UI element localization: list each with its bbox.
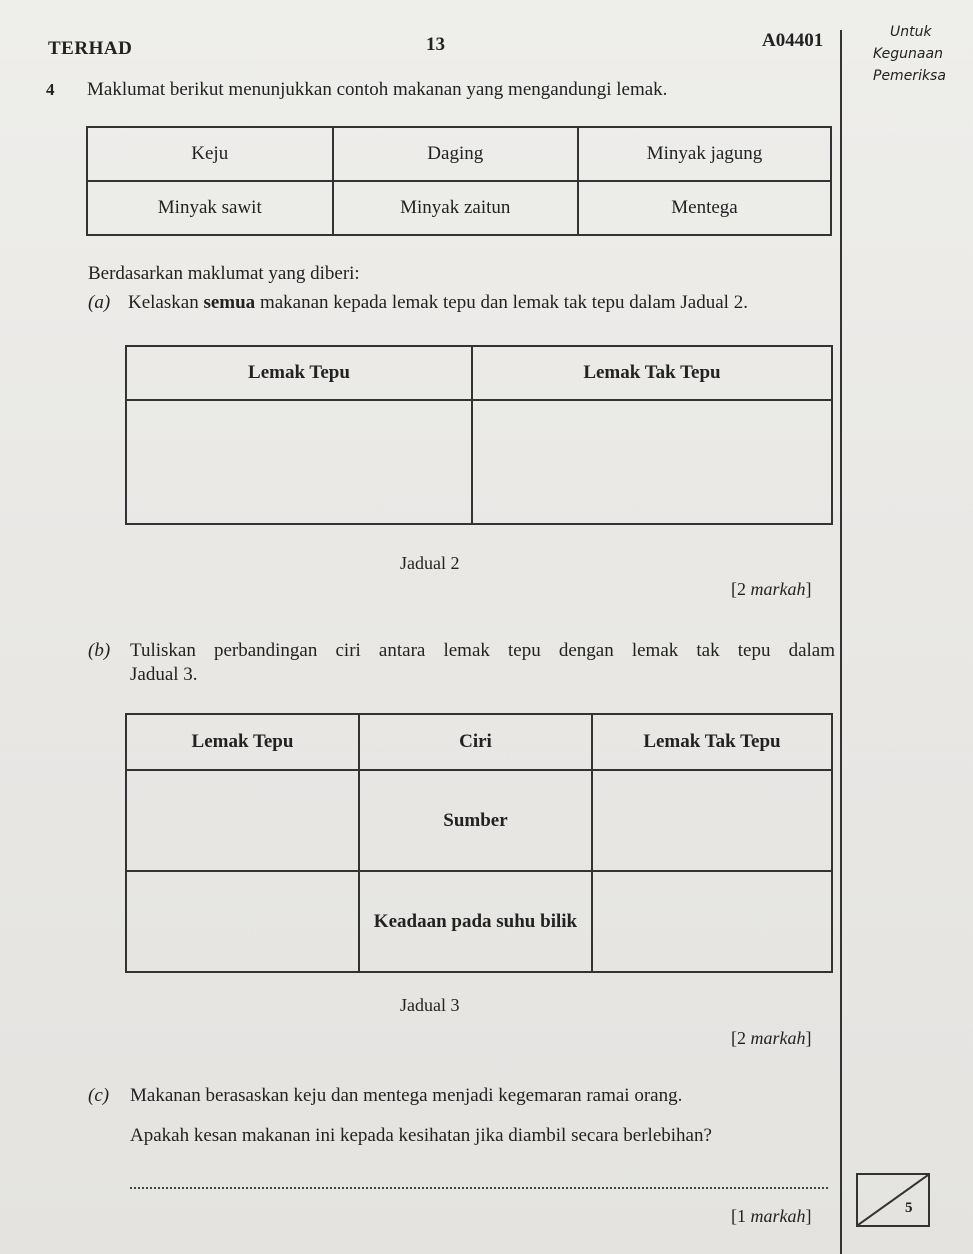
part-a-text-bold: semua [203, 292, 256, 313]
food-cell: Minyak zaitun [333, 181, 579, 235]
part-c-label: (c) [88, 1085, 110, 1106]
part-c-marks-word: markah [750, 1206, 806, 1226]
food-cell: Minyak jagung [578, 127, 831, 181]
food-cell: Mentega [578, 181, 831, 235]
part-a-marks [731, 579, 812, 600]
examiner-margin-line [840, 30, 842, 1254]
part-b-marks [731, 1028, 812, 1049]
header-unsaturated-fat: Lemak Tak Tepu [472, 346, 832, 400]
header-classification: TERHAD [48, 38, 133, 59]
answer-cell-unsaturated[interactable] [472, 400, 832, 524]
part-a-marks-word: markah [750, 579, 806, 599]
part-c-marks [731, 1206, 812, 1227]
paper-code: A04401 [762, 30, 824, 51]
examiner-label-line2: Kegunaan [873, 46, 943, 62]
table-row [126, 400, 832, 524]
table-2-caption: Jadual 2 [400, 553, 460, 573]
table-header-row [126, 714, 832, 770]
header-saturated-fat: Lemak Tepu [126, 346, 472, 400]
part-b-label: (b) [88, 640, 111, 661]
question-intro: Maklumat berikut menunjukkan contoh makanan yang mengandungi lemak. [87, 79, 668, 100]
table-row [87, 181, 831, 235]
table-row [87, 127, 831, 181]
part-a-text-after: makanan kepada lemak tepu dan lemak tak tepu dalam Jadual 2. [255, 292, 748, 313]
table-row [126, 871, 832, 972]
part-a-label: (a) [88, 292, 111, 313]
part-a-marks-close: ] [805, 579, 812, 599]
part-c-marks-close: ] [805, 1206, 812, 1226]
food-cell: Daging [333, 127, 579, 181]
examiner-label-line1: Untuk [890, 24, 932, 40]
part-a-marks-open: [2 [731, 579, 751, 599]
answer-cell-saturated[interactable] [126, 400, 472, 524]
part-b-marks-word: markah [750, 1028, 806, 1048]
answer-cell-saturated[interactable] [126, 871, 359, 972]
table-2 [125, 345, 833, 525]
answer-line[interactable] [130, 1187, 828, 1189]
answer-cell-unsaturated[interactable] [592, 871, 832, 972]
score-box-diagonal [858, 1175, 928, 1225]
based-on-text: Berdasarkan maklumat yang diberi: [88, 263, 360, 284]
examiner-label-line3: Pemeriksa [873, 68, 946, 84]
header-saturated-fat: Lemak Tepu [126, 714, 359, 770]
table-3-caption: Jadual 3 [400, 995, 460, 1015]
part-a-instruction [128, 292, 748, 314]
answer-cell-unsaturated[interactable] [592, 770, 832, 871]
part-a-text-before: Kelaskan [128, 292, 204, 313]
characteristic-source: Sumber [359, 770, 592, 871]
question-number: 4 [46, 80, 55, 99]
part-b-marks-open: [2 [731, 1028, 751, 1048]
page-number: 13 [426, 34, 445, 55]
part-c-marks-open: [1 [731, 1206, 751, 1226]
part-b-instruction-line1: Tuliskan perbandingan ciri antara lemak tepu dengan lemak tak tepu dalam [130, 640, 835, 661]
foods-table [86, 126, 832, 236]
answer-cell-saturated[interactable] [126, 770, 359, 871]
characteristic-room-temperature: Keadaan pada suhu bilik [359, 871, 592, 972]
table-header-row [126, 346, 832, 400]
table-row [126, 770, 832, 871]
part-b-instruction-line2: Jadual 3. [130, 664, 198, 685]
food-cell: Minyak sawit [87, 181, 333, 235]
header-unsaturated-fat: Lemak Tak Tepu [592, 714, 832, 770]
part-b-marks-close: ] [805, 1028, 812, 1048]
score-box [856, 1173, 930, 1227]
table-3 [125, 713, 833, 973]
score-total: 5 [905, 1200, 913, 1216]
part-c-text-line2: Apakah kesan makanan ini kepada kesihatan jika diambil secara berlebihan? [130, 1125, 712, 1146]
header-characteristic: Ciri [359, 714, 592, 770]
food-cell: Keju [87, 127, 333, 181]
part-c-text-line1: Makanan berasaskan keju dan mentega menjadi kegemaran ramai orang. [130, 1085, 683, 1106]
